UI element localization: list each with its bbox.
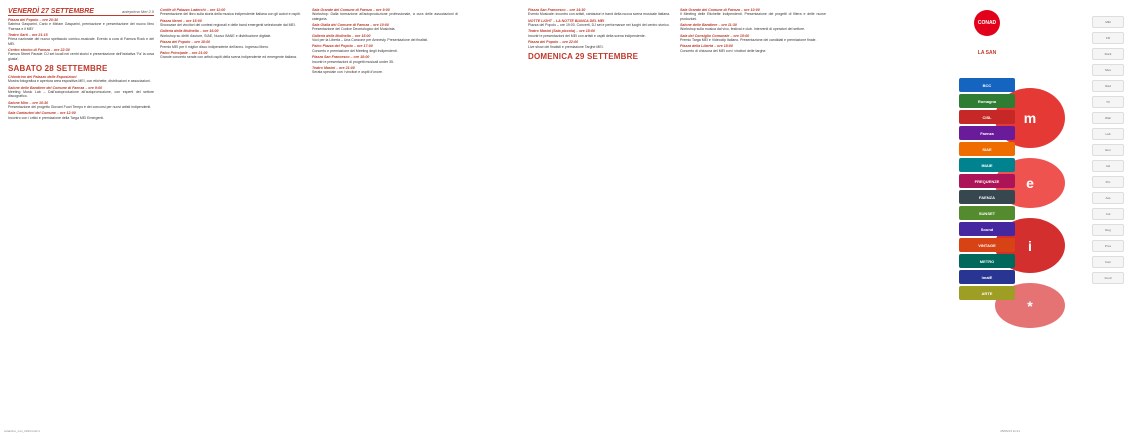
program-event bbox=[528, 8, 674, 17]
program-event bbox=[8, 75, 154, 84]
event-place: Piazza della Libertà – ore 18:00 bbox=[680, 44, 733, 49]
partner-logo: Rad bbox=[1092, 80, 1124, 92]
partner-logo: Ass bbox=[1092, 192, 1124, 204]
program-event bbox=[8, 86, 154, 99]
program-event bbox=[680, 8, 826, 21]
event-description: Incontri e presentazioni di progetti musicali under 35. bbox=[312, 59, 394, 64]
event-place: Piazza San Francesco – ore 14:30 bbox=[528, 8, 586, 12]
event-place: Palco Piazza del Popolo – ore 17:00 bbox=[312, 44, 373, 49]
event-place: Chiostrino del Palazzo delle Esposizioni bbox=[8, 75, 77, 79]
partner-logo: Rock bbox=[1092, 48, 1124, 60]
program-event bbox=[8, 48, 154, 61]
event-place: Sala Gialla del Comune di Faenza – ore 10:00 bbox=[312, 23, 389, 27]
event-place: Teatro Masini (Sala piccola) – ore 18:00 bbox=[528, 29, 595, 34]
program-column-5 bbox=[528, 8, 674, 63]
program-event bbox=[680, 23, 826, 32]
program-event bbox=[8, 18, 154, 31]
event-description: Piazza del Popolo – ore 19:00. Concerti, DJ set e performance nei luoghi del centro storico. bbox=[528, 23, 670, 28]
event-description: Sabrina Gasparini, Carlo e Miriam Gasparini, premiazione e presentazione del nuovo libro 'Faenza e il MEI' bbox=[8, 22, 154, 31]
event-description: Incontro con i critici e premiazione della Targa MEI Emergenti. bbox=[8, 115, 105, 120]
event-description: Serata speciale con i vincitori e ospiti d'onore. bbox=[312, 70, 383, 75]
logo-blob: m bbox=[995, 88, 1065, 148]
event-list bbox=[312, 8, 458, 75]
event-place: Sala Grande del Comune di Faenza – ore 10:00 bbox=[680, 8, 760, 12]
program-panel bbox=[8, 8, 523, 428]
event-place: Teatro Masini – ore 21:00 bbox=[312, 65, 355, 70]
partner-logo: Fond bbox=[1092, 272, 1124, 284]
day-header-friday bbox=[8, 8, 154, 16]
program-event bbox=[8, 111, 154, 120]
sponsor-logo: ARTE bbox=[959, 286, 1015, 300]
event-description: Presentazione del progetto Giovani Fuori Tempo e dei concorsi per nuovi artisti indipendenti. bbox=[8, 105, 152, 110]
program-event bbox=[8, 101, 154, 110]
sponsor-logo: FAENZA bbox=[959, 190, 1015, 204]
event-description: Faenza Street Parade: DJ set locali nei centri storici e presentazione dell'iniziativa 'Fa' la cosa giusta'. bbox=[8, 52, 154, 61]
lasan-logo: LA SAN bbox=[977, 50, 997, 56]
sponsor-logo: VINTAGE bbox=[959, 238, 1015, 252]
event-description: Evento Musicale: incontro con artisti, cantautori e band della nuova scena musicale italiana. bbox=[528, 12, 671, 17]
partner-logo: Reg bbox=[1092, 224, 1124, 236]
program-event bbox=[160, 29, 306, 38]
event-description: Prima nazionale del nuovo spettacolo comico-musicale. Evento a cura di Faenza Rock e del MEI. bbox=[8, 37, 154, 46]
event-place: Piazza San Francesco – ore 18:00 bbox=[312, 55, 370, 60]
sponsor-column bbox=[956, 78, 1018, 418]
event-description: Mostra fotografica e apertura area espositiva MEI, con etichette, distribuzioni e associazioni. bbox=[8, 79, 151, 84]
day-title: VENERDÌ 27 SETTEMBRE bbox=[8, 8, 94, 15]
sponsor-logo: CISL bbox=[959, 110, 1015, 124]
program-column-1 bbox=[8, 8, 154, 122]
sponsor-logo: BCC bbox=[959, 78, 1015, 92]
event-description: Workshop sulla musica dal vivo, festival e club. Interventi di operatori del settore. bbox=[680, 27, 806, 32]
event-description: Presentazione del libro sulla storia della musica indipendente italiana con gli autori e ospiti. bbox=[160, 12, 301, 17]
event-description: Showcase dei vincitori dei contest regionali e delle band emergenti selezionate dal MEI. bbox=[160, 23, 296, 28]
program-event bbox=[312, 8, 458, 21]
partner-logo: Com bbox=[1092, 256, 1124, 268]
footer-file: volantino_mei_2013.indd 1 bbox=[4, 429, 40, 433]
sponsor-logo: SUNSET bbox=[959, 206, 1015, 220]
event-description: Meeting Music Lab – Dall'autoproduzione all'autopromozione, con esperti del settore discografico. bbox=[8, 90, 154, 99]
program-event bbox=[160, 19, 306, 28]
sponsor-logo: ImaiE bbox=[959, 270, 1015, 284]
event-list bbox=[8, 18, 154, 61]
logo-blob: * bbox=[995, 283, 1065, 328]
event-description: Premio Targa MEI e Videoclip Italiano. Presentazione dei candidati e premiazione finale. bbox=[680, 38, 817, 43]
event-description: Workshop: Dalla formazione all'autoproduzione professionale, a cura delle associazioni di categoria. bbox=[312, 12, 458, 21]
event-description: Premio MEI per il miglior disco indipendente dell'anno. Ingresso libero. bbox=[160, 44, 270, 49]
partner-logo: Ind bbox=[1092, 160, 1124, 172]
event-description: Incontri e presentazioni del MEI con artisti e ospiti della scena indipendente. bbox=[528, 33, 646, 38]
event-description: Concerto di chiusura del MEI con i vincitori delle targhe. bbox=[680, 48, 767, 53]
partner-logo-strip bbox=[1088, 16, 1128, 426]
program-column-2 bbox=[160, 8, 306, 62]
event-place: Galleria della Molinella – ore 15:00 bbox=[312, 33, 371, 38]
event-place: NOTTE LIGHT – LA NOTTE BIANCA DEL MEI bbox=[528, 18, 605, 23]
program-event bbox=[312, 66, 458, 75]
program-event bbox=[528, 19, 674, 28]
cover-area bbox=[832, 8, 1112, 428]
sponsor-logo: Romagna bbox=[959, 94, 1015, 108]
event-list bbox=[528, 8, 674, 49]
event-description: Grande concerto serale con artisti ospiti della scena indipendente ed emergente italiana. bbox=[160, 55, 297, 60]
program-panel-right bbox=[528, 8, 1112, 428]
event-place: Teatro Sarti – ore 21:15 bbox=[8, 33, 48, 37]
sponsor-logo: FREQUENZE bbox=[959, 174, 1015, 188]
event-place: Sala Cantautori del Comune – ore 12:00 bbox=[8, 111, 76, 116]
program-event bbox=[312, 55, 458, 64]
partner-logo: Pro bbox=[1092, 176, 1124, 188]
day-header-sunday: DOMENICA 29 SETTEMBRE bbox=[528, 51, 639, 61]
partner-logo: FR bbox=[1092, 32, 1124, 44]
program-event bbox=[680, 34, 826, 43]
program-event bbox=[160, 51, 306, 60]
event-description: Presentazione del Codice Deontologico del Musicista. bbox=[312, 27, 396, 32]
event-description: Voci per la Libertà – Una Canzone per Amnesty. Presentazione dei finalisti. bbox=[312, 38, 429, 43]
program-event bbox=[528, 40, 674, 49]
event-list bbox=[680, 8, 826, 53]
event-description: Il Meeting delle Etichette Indipendenti. Presentazione dei progetti di filiera e delle nuove produzioni. bbox=[680, 12, 826, 21]
event-place: Salone delle Bandiere – ore 11:30 bbox=[680, 23, 737, 27]
print-footer bbox=[0, 429, 1024, 435]
event-description: Live show dei finalisti e premiazione Targhe MEI. bbox=[528, 44, 604, 49]
program-event bbox=[312, 23, 458, 32]
event-place: Piazza del Popolo – ore 20:30 bbox=[8, 18, 59, 22]
event-list bbox=[8, 75, 154, 120]
partner-logo: Prov bbox=[1092, 240, 1124, 252]
program-column-3 bbox=[312, 8, 458, 77]
program-event bbox=[8, 33, 154, 46]
logo-blob: i bbox=[995, 218, 1065, 273]
logo-blob: e bbox=[995, 158, 1065, 208]
footer-timestamp: 25/09/13 11:21 bbox=[1000, 429, 1020, 433]
partner-logo: MEI bbox=[1092, 16, 1124, 28]
event-description: Concerto e premiazione del Meeting degli Indipendenti. bbox=[312, 48, 398, 53]
sponsor-logo: METRO bbox=[959, 254, 1015, 268]
event-place: Palco Principale – ore 21:00 bbox=[160, 50, 208, 55]
sponsor-logo: Sound bbox=[959, 222, 1015, 236]
event-place: Piazza del Popolo – ore 22:00 bbox=[528, 40, 579, 45]
day-header-saturday: SABATO 28 SETTEMBRE bbox=[8, 64, 108, 73]
event-place: Salone delle Bandiere del Comune di Faenza – ore 9:00 bbox=[8, 85, 103, 90]
sponsor-logo: Faenza bbox=[959, 126, 1015, 140]
event-place: Cortile di Palazzo Laderchi – ore 11:00 bbox=[160, 8, 226, 12]
partner-logo: Cul bbox=[1092, 208, 1124, 220]
partner-logo: Lab bbox=[1092, 128, 1124, 140]
sponsor-logo: IMAIE bbox=[959, 158, 1015, 172]
program-event bbox=[680, 44, 826, 53]
program-event bbox=[312, 44, 458, 53]
program-event bbox=[528, 29, 674, 38]
program-event bbox=[312, 34, 458, 43]
event-place: Piazza del Popolo – ore 18:00 bbox=[160, 40, 211, 45]
event-place: Centro storico di Faenza – ore 22:30 bbox=[8, 48, 70, 52]
conad-logo: CONAD bbox=[974, 10, 1000, 36]
partner-logo: TV bbox=[1092, 96, 1124, 108]
program-event bbox=[160, 8, 306, 17]
program-event bbox=[160, 40, 306, 49]
event-place: Sala Grande del Comune di Faenza – ore 9:00 bbox=[312, 8, 390, 12]
event-description: Workshop su diritti d'autore, SIAE, Nuovo IMAIE e distribuzione digitale. bbox=[160, 33, 272, 38]
partner-logo: Web bbox=[1092, 112, 1124, 124]
event-place: Salone Miro – ore 10:30 bbox=[8, 100, 49, 105]
event-list bbox=[160, 8, 306, 60]
event-place: Sala del Consiglio Comunale – ore 15:00 bbox=[680, 33, 750, 38]
program-column-6 bbox=[680, 8, 826, 55]
partner-logo: Emi bbox=[1092, 144, 1124, 156]
day-subtitle: anteprima Mei 2.0 bbox=[121, 9, 154, 14]
main-sponsors bbox=[956, 8, 1018, 72]
event-place: Piazza Nenni – ore 15:00 bbox=[160, 18, 202, 23]
partner-logo: Mus bbox=[1092, 64, 1124, 76]
sponsor-logo: SIAE bbox=[959, 142, 1015, 156]
event-place: Galleria della Molinella – ore 16:00 bbox=[160, 29, 219, 34]
